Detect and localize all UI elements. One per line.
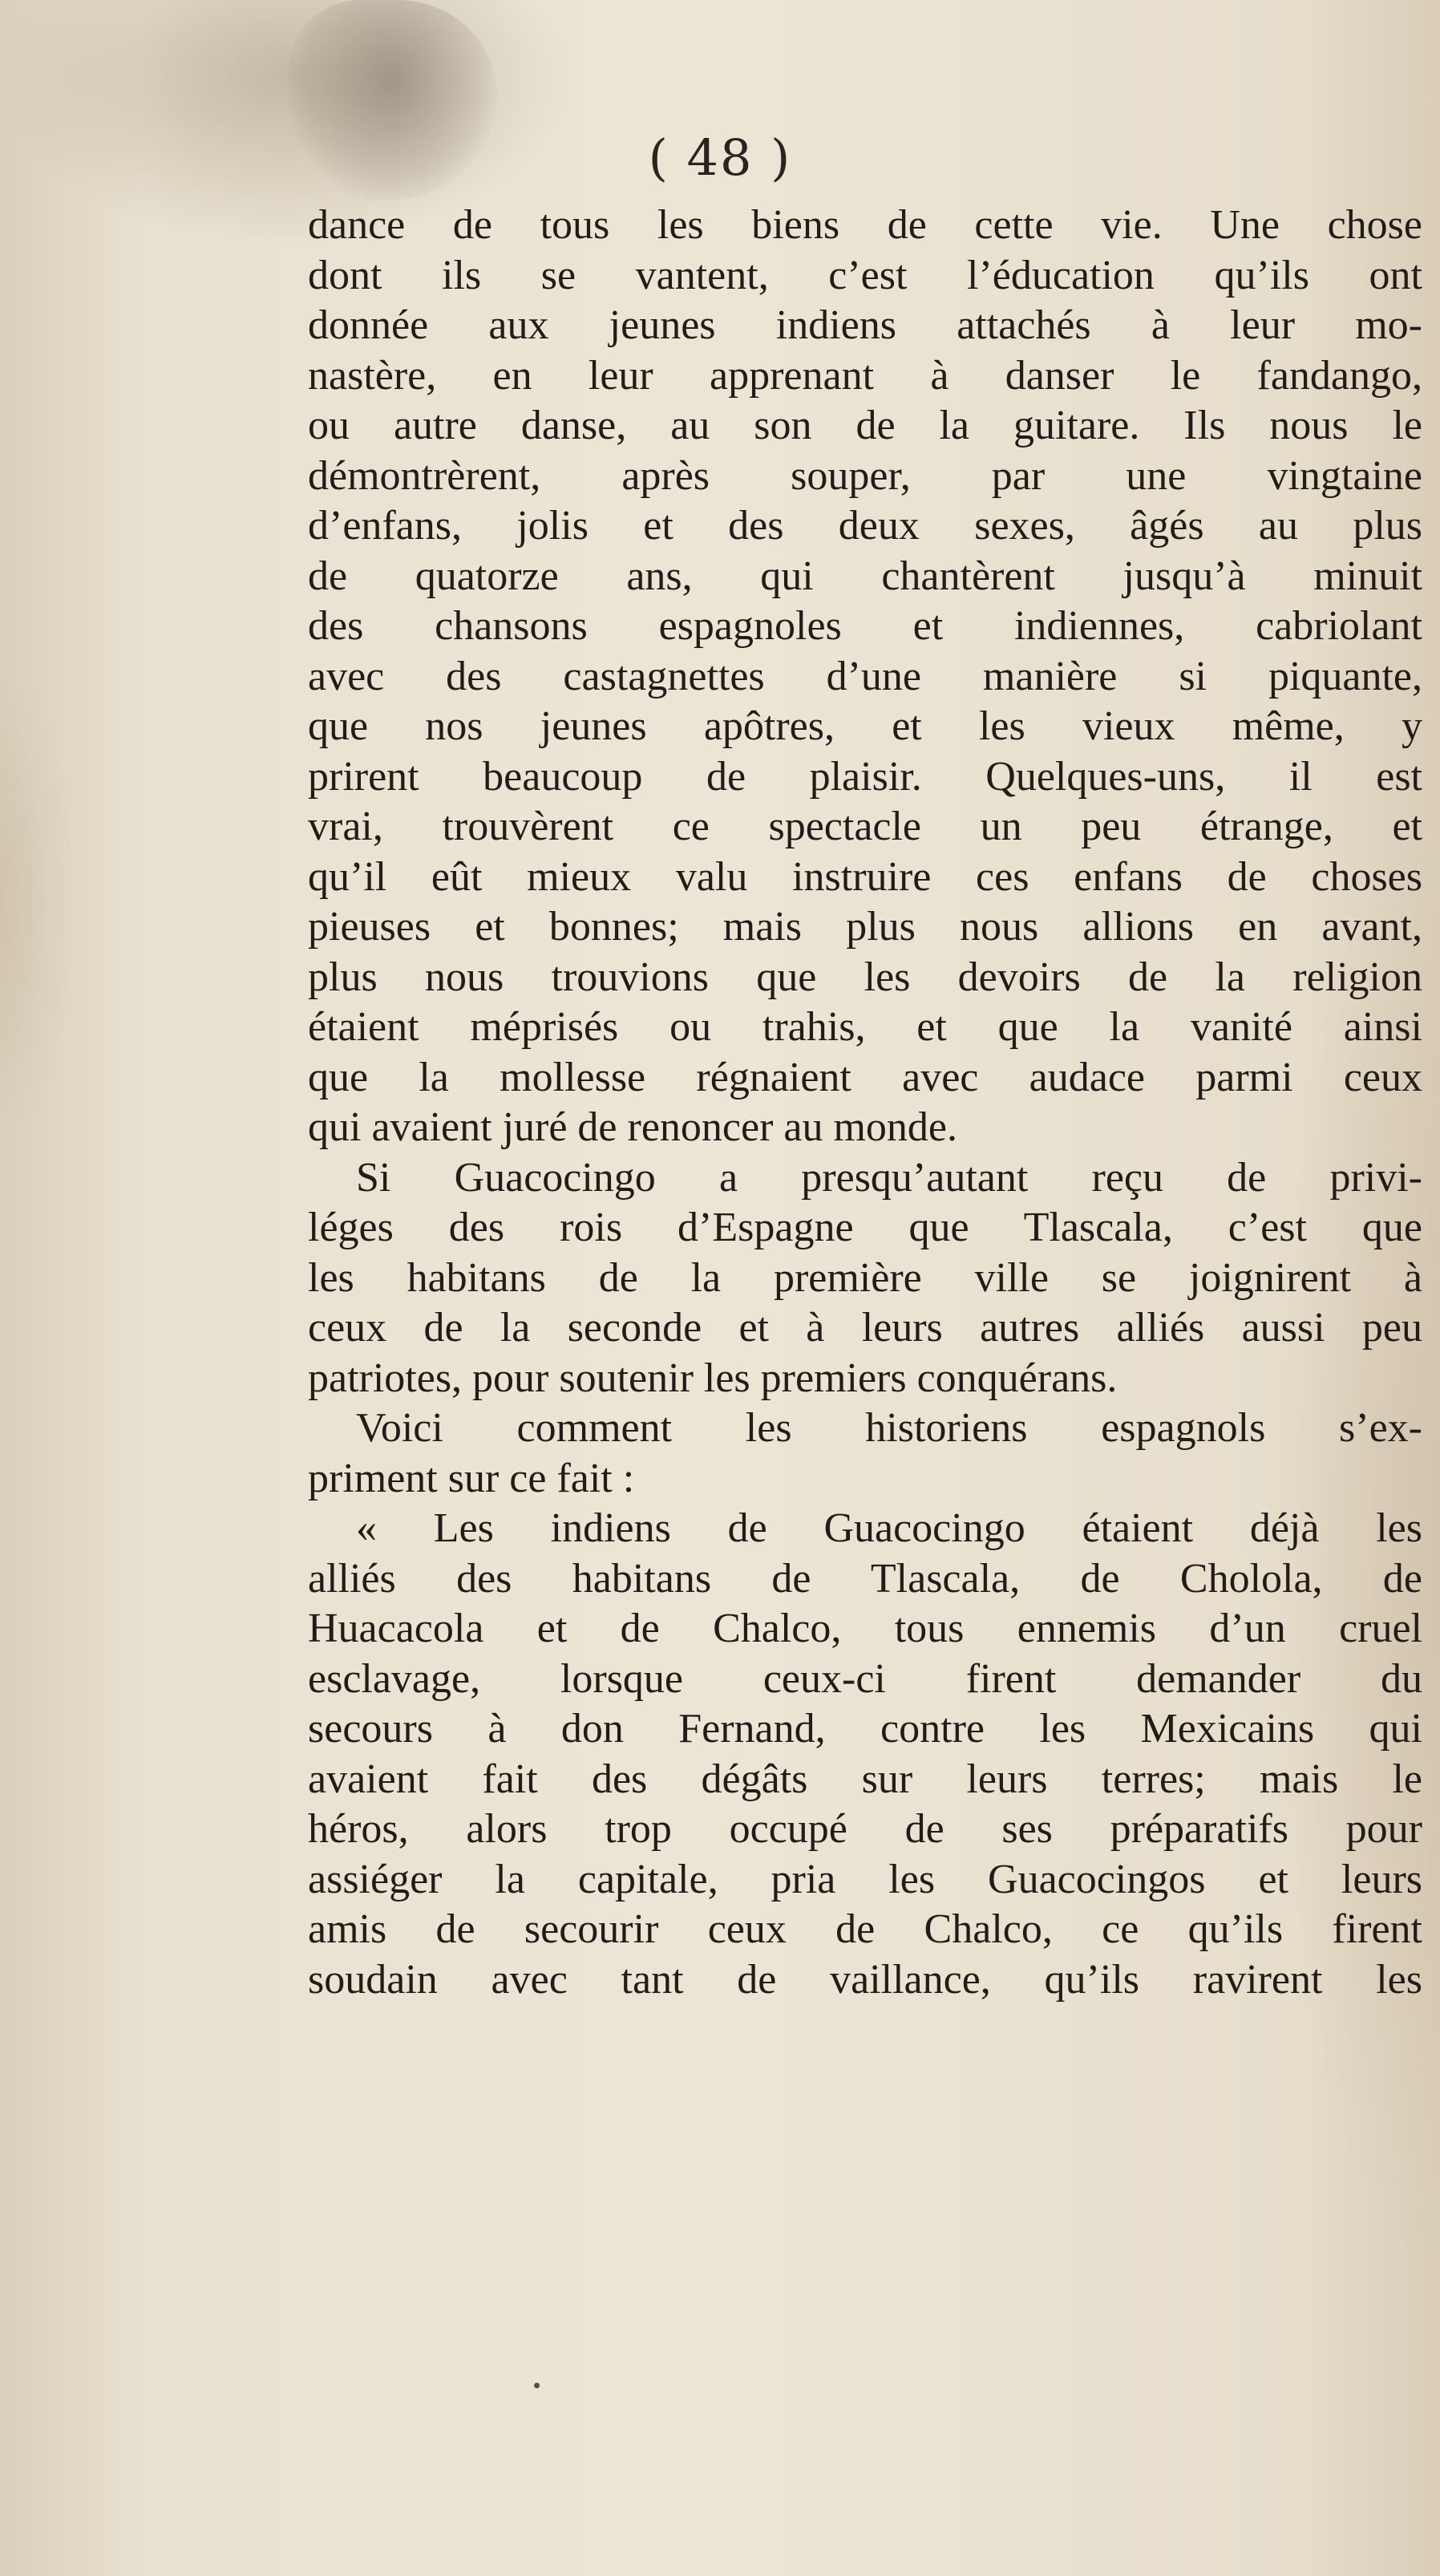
text-line: Huacacola et de Chalco, tous ennemis d’un cruel	[308, 1606, 1422, 1651]
text-line: Voici comment les historiens espagnols s’ex-	[356, 1405, 1422, 1451]
text-line: alliés des habitans de Tlascala, de Cholola, de	[308, 1555, 1422, 1602]
text-line: amis de secourir ceux de Chalco, ce qu’ils firent	[308, 1906, 1422, 1952]
text-line: secours à don Fernand, contre les Mexicains qui	[308, 1706, 1422, 1752]
text-line: dont ils se vantent, c’est l’éducation qu’ils ont	[308, 252, 1422, 298]
text-line: avaient fait des dégâts sur leurs terres; mais le	[308, 1756, 1422, 1802]
text-line: nastère, en leur apprenant à danser le fandango,	[308, 352, 1422, 399]
text-line: qu’il eût mieux valu instruire ces enfans de choses	[308, 853, 1422, 900]
text-line: pieuses et bonnes; mais plus nous allions en avant,	[308, 904, 1422, 950]
text-line: héros, alors trop occupé de ses préparatifs pour	[308, 1806, 1422, 1852]
text-line: « Les indiens de Guacocingo étaient déjà les	[356, 1505, 1422, 1551]
text-line: léges des rois d’Espagne que Tlascala, c’est que	[308, 1205, 1422, 1250]
text-line: avec des castagnettes d’une manière si piquante,	[308, 653, 1422, 699]
text-line: Si Guacocingo a presqu’autant reçu de privi-	[356, 1154, 1422, 1201]
text-line: plus nous trouvions que les devoirs de la religion	[308, 954, 1422, 1000]
text-line: que nos jeunes apôtres, et les vieux même, y	[308, 703, 1422, 749]
text-line: que la mollesse régnaient avec audace parmi ceux	[308, 1054, 1422, 1100]
ink-speck	[529, 2378, 545, 2394]
text-line: esclavage, lorsque ceux-ci firent demander du	[308, 1655, 1422, 1702]
text-line: priment sur ce fait :	[308, 1455, 635, 1501]
text-line: soudain avec tant de vaillance, qu’ils ravirent les	[308, 1956, 1422, 2003]
text-line: les habitans de la première ville se joignirent à	[308, 1254, 1422, 1301]
text-line: ou autre danse, au son de la guitare. Ils nous le	[308, 403, 1422, 448]
text-line: assiéger la capitale, pria les Guacocingos et leurs	[308, 1856, 1422, 1902]
text-line: des chansons espagnoles et indiennes, cabriolant	[308, 603, 1422, 649]
text-line: patriotes, pour soutenir les premiers conquérans.	[308, 1355, 1118, 1401]
ink-dot	[534, 2383, 540, 2388]
text-line: prirent beaucoup de plaisir. Quelques-uns, il est	[308, 753, 1422, 800]
text-line: étaient méprisés ou trahis, et que la vanité ainsi	[308, 1004, 1422, 1050]
text-line: qui avaient juré de renoncer au monde.	[308, 1104, 957, 1150]
page-number: ( 48 )	[648, 128, 792, 187]
text-line: ceux de la seconde et à leurs autres alliés aussi peu	[308, 1305, 1422, 1351]
text-line: vrai, trouvèrent ce spectacle un peu étrange, et	[308, 804, 1422, 849]
text-line: donnée aux jeunes indiens attachés à leur mo-	[308, 302, 1422, 348]
text-line: dance de tous les biens de cette vie. Une chose	[308, 202, 1422, 248]
text-line: de quatorze ans, qui chantèrent jusqu’à minuit	[308, 553, 1422, 599]
text-line: d’enfans, jolis et des deux sexes, âgés au plus	[308, 503, 1422, 549]
body-text	[308, 200, 1422, 2005]
text-line: démontrèrent, après souper, par une vingtaine	[308, 452, 1422, 499]
